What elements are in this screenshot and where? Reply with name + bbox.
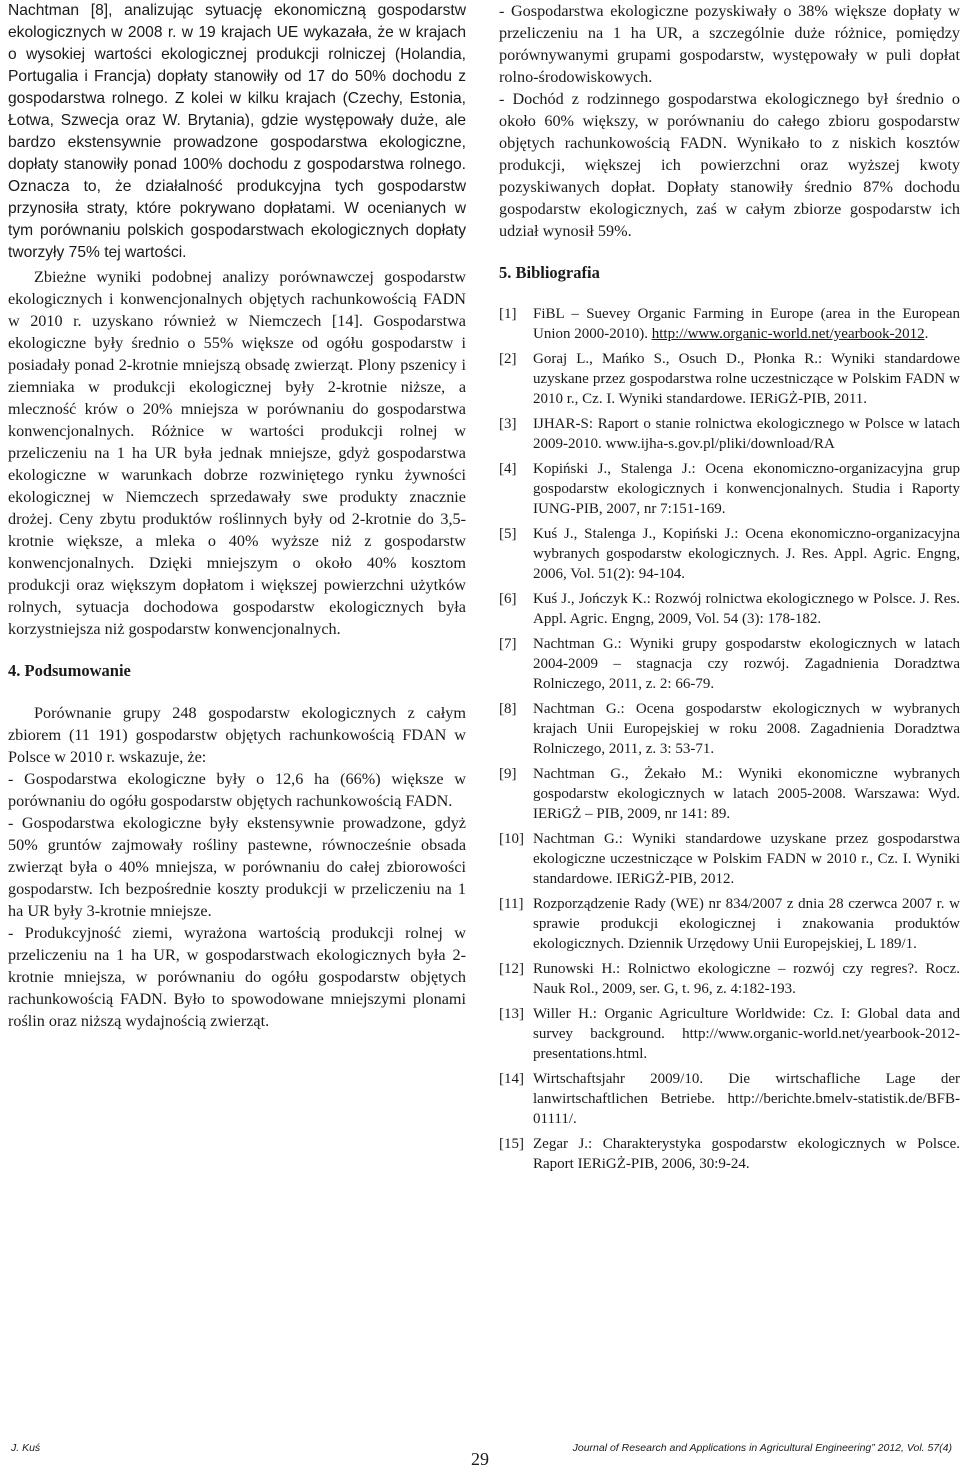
section-heading-summary: 4. Podsumowanie <box>8 661 131 680</box>
reference-number: [3] <box>499 416 517 432</box>
reference-number: [14] <box>499 1071 524 1087</box>
reference-text <box>533 829 960 889</box>
reference-body: Nachtman G.: Wyniki standardowe uzyskane przez gospodarstwa ekologiczne uczestniczące w Polskim FADN w 2010 r., Cz. I. Wyniki standardowe. IERiGŻ-PIB, 2012. <box>533 831 960 887</box>
reference-body: Rozporządzenie Rady (WE) nr 834/2007 z dnia 28 czerwca 2007 r. w sprawie produkcji ekologicznej i znakowania produktów ekologicznych. Dziennik Urzędowy Unii Europejskiej, L 189/1. <box>533 896 960 952</box>
reference-text <box>533 1069 960 1129</box>
reference-number: [7] <box>499 636 517 652</box>
reference-list <box>499 304 960 1174</box>
reference-body: FiBL – Suevey Organic Farming in Europe (area in the European Union 2000-2010). <box>533 306 960 342</box>
reference-text <box>533 894 960 954</box>
footer-journal: Journal of Research and Applications in Agricultural Engineering” 2012, Vol. 57(4) <box>572 1442 952 1454</box>
reference-number: [2] <box>499 351 517 367</box>
reference-item <box>499 764 960 824</box>
reference-text <box>533 459 960 519</box>
reference-number: [1] <box>499 306 517 322</box>
reference-number: [4] <box>499 461 517 477</box>
paragraph-nachtman-summary: Nachtman [8], analizując sytuację ekonomiczną gospodarstw ekologicznych w 2008 r. w 19 krajach UE wykazała, że w krajach o wysokiej wartości ekologicznej produkcji rolniczej (Holandia, Portugalia i Francja) dopłaty stanowiły od 17 do 50% dochodu z gospodarstwa rolnego. Z kolei w kilku krajach (Czechy, Estonia, Łotwa, Szwecja oraz W. Brytania), gdzie występowały duże, ale bardzo ekstensywnie prowadzone gospodarstwa ekologiczne, dopłaty stanowiły ponad 100% dochodu z gospodarstwa rolnego. Oznacza to, że działalność produkcyjna tych gospodarstw przynosiła straty, które pokrywano dopłatami. W ocenianych w tym porównaniu polskich gospodarstwach ekologicznych dopłaty tworzyły 75% tej wartości. <box>8 2 466 261</box>
reference-body: Kuś J., Stalenga J., Kopiński J.: Ocena ekonomiczno-organizacyjna wybranych gospodarstw ekologicznych. J. Res. Appl. Agric. Engng, 2006, Vol. 51(2): 94-104. <box>533 526 960 582</box>
reference-number: [5] <box>499 526 517 542</box>
reference-body: Goraj L., Mańko S., Osuch D., Płonka R.: Wyniki standardowe uzyskane przez gospodarstwa rolne uczestniczące w Polskim FADN w 2010 r., Cz. I. Wyniki standardowe. IERiGŻ-PIB, 2011. <box>533 351 960 407</box>
reference-body: IJHAR-S: Raport o stanie rolnictwa ekologicznego w Polsce w latach 2009-2010. www.ijha-s.gov.pl/pliki/download/RA <box>533 416 960 452</box>
reference-text <box>533 304 960 344</box>
reference-body: Wirtschaftsjahr 2009/10. Die wirtschafliche Lage der lanwirtschaftlichen Betriebe. http://berichte.bmelv-statistik.de/BFB-01111/. <box>533 1071 960 1127</box>
reference-link[interactable]: http://www.organic-world.net/yearbook-2012 <box>651 326 925 342</box>
reference-item <box>499 589 960 629</box>
reference-number: [13] <box>499 1006 524 1022</box>
reference-body: Nachtman G.: Ocena gospodarstw ekologicznych w wybranych krajach Unii Europejskiej w roku 2008. Zagadnienia Doradztwa Rolniczego, 2011, z. 3: 53-71. <box>533 701 960 757</box>
reference-text <box>533 414 960 454</box>
reference-text <box>533 589 960 629</box>
reference-number: [8] <box>499 701 517 717</box>
reference-body: Nachtman G., Żekało M.: Wyniki ekonomiczne wybranych gospodarstw ekologicznych w latach 2005-2008. Warszawa: Wyd. IERiGŻ – PIB, 2009, nr 141: 89. <box>533 766 960 822</box>
summary-bullet-size: - Gospodarstwa ekologiczne były o 12,6 ha (66%) większe w porównaniu do ogółu gospodarstw objętych rachunkowością FADN. <box>8 770 466 810</box>
reference-body: Runowski H.: Rolnictwo ekologiczne – rozwój czy regres?. Rocz. Nauk Rol., 2009, ser. G, t. 96, z. 4:182-193. <box>533 961 960 997</box>
reference-item <box>499 524 960 584</box>
reference-item <box>499 634 960 694</box>
reference-text <box>533 764 960 824</box>
reference-text <box>533 1004 960 1064</box>
summary-bullet-income: - Dochód z rodzinnego gospodarstwa ekologicznego był średnio o około 60% większy, w porównaniu do całego zbioru gospodarstw objętych rachunkowością FADN. Wynikało to z niskich kosztów produkcji, większej ich powierzchni oraz wyższej kwoty pozyskiwanych dopłat. Dopłaty stanowiły średnio 87% dochodu gospodarstw ekologicznych, zaś w całym zbiorze gospodarstw ich udział wynosił 59%. <box>499 90 960 240</box>
right-column <box>499 0 960 1179</box>
reference-number: [11] <box>499 896 524 912</box>
reference-text <box>533 959 960 999</box>
reference-item <box>499 1134 960 1174</box>
reference-item <box>499 1069 960 1129</box>
reference-item <box>499 959 960 999</box>
section-heading-bibliography: 5. Bibliografia <box>499 263 600 282</box>
reference-item <box>499 349 960 409</box>
reference-text <box>533 699 960 759</box>
reference-item <box>499 459 960 519</box>
reference-item <box>499 829 960 889</box>
reference-body: Willer H.: Organic Agriculture Worldwide: Cz. I: Global data and survey background. http://www.organic-world.net/yearbook-2012-presentations.html. <box>533 1006 960 1062</box>
reference-item <box>499 699 960 759</box>
reference-item <box>499 1004 960 1064</box>
reference-number: [12] <box>499 961 524 977</box>
summary-bullet-subsidies: - Gospodarstwa ekologiczne pozyskiwały o 38% większe dopłaty w przeliczeniu na 1 ha UR, a szczególnie duże różnice, pomiędzy porównywanymi grupami gospodarstw, występowały w puli dopłat rolno-środowiskowych. <box>499 2 960 86</box>
reference-text <box>533 634 960 694</box>
reference-number: [15] <box>499 1136 524 1152</box>
reference-body: Kopiński J., Stalenga J.: Ocena ekonomiczno-organizacyjna grup gospodarstw ekologicznych i konwencjonalnych. Studia i Raporty IUNG-PIB, 2007, nr 7:151-169. <box>533 461 960 517</box>
reference-body: Nachtman G.: Wyniki grupy gospodarstw ekologicznych w latach 2004-2009 – stagnacja czy rozwój. Zagadnienia Doradztwa Rolniczego, 2011, z. 2: 66-79. <box>533 636 960 692</box>
page-number: 29 <box>471 1449 489 1469</box>
paragraph-germany-comparison: Zbieżne wyniki podobnej analizy porównawczej gospodarstw ekologicznych i konwencjonalnych objętych rachunkowością FADN w 2010 r. uzyskano również w Niemczech [14]. Gospodarstwa ekologiczne były średnio o 55% większe od ogółu gospodarstw i posiadały ponad 2-krotnie mniejszą obsadę zwierząt. Plony pszenicy i ziemniaka w produkcji ekologicznej były 2-krotnie niższe, a mleczność krów o 20% mniejsza w porównaniu do gospodarstwa konwencjonalnych. Różnice w wartości produkcji rolnej w przeliczeniu na 1 ha UR była jednak mniejsze, gdyż gospodarstwa ekologiczne w warunkach dobrze rozwiniętego rynku żywności ekologicznej w Niemczech sprzedawały swe produkty znacznie drożej. Ceny zbytu produktów roślinnych były od 2-krotnie do 3,5-krotnie większe, a mleka o 40% wyższe niż z gospodarstw konwencjonalnych. Dzięki mniejszym o około 40% kosztom produkcji oraz większym dopłatom i większej powierzchni użytków rolnych, sytuacja dochodowa gospodarstw ekologicznych była korzystniejsza niż gospodarstw konwencjonalnych. <box>8 268 466 638</box>
reference-number: [9] <box>499 766 517 782</box>
reference-item <box>499 304 960 344</box>
reference-item <box>499 414 960 454</box>
reference-body: Zegar J.: Charakterystyka gospodarstw ekologicznych w Polsce. Raport IERiGŻ-PIB, 2006, 30:9-24. <box>533 1136 960 1172</box>
reference-text <box>533 1134 960 1174</box>
left-column <box>8 0 466 1032</box>
footer-author: J. Kuś <box>11 1442 41 1454</box>
summary-bullet-extensive: - Gospodarstwa ekologiczne były ekstensywnie prowadzone, gdyż 50% gruntów zajmowały rośliny pastewne, równocześnie obsada zwierząt była o 40% mniejsza, w porównaniu do całej zbiorowości gospodarstw. Ich bezpośrednie koszty produkcji w przeliczeniu na 1 ha UR były 3-krotnie mniejsze. <box>8 814 466 920</box>
reference-number: [6] <box>499 591 517 607</box>
reference-item <box>499 894 960 954</box>
paragraph-summary-intro: Porównanie grupy 248 gospodarstw ekologicznych z całym zbiorem (11 191) gospodarstw objętych rachunkowością FDAN w Polsce w 2010 r. wskazuje, że: <box>8 704 466 766</box>
reference-link-suffix: . <box>924 326 929 342</box>
reference-text <box>533 524 960 584</box>
reference-text <box>533 349 960 409</box>
reference-body: Kuś J., Jończyk K.: Rozwój rolnictwa ekologicznego w Polsce. J. Res. Appl. Agric. Engng, 2009, Vol. 54 (3): 178-182. <box>533 591 960 627</box>
summary-bullet-productivity: - Produkcyjność ziemi, wyrażona wartością produkcji rolnej w przeliczeniu na 1 ha UR, w gospodarstwach ekologicznych była 2-krotnie mniejsza, w porównaniu do ogółu gospodarstw objętych rachunkowością FADN. Było to spowodowane mniejszymi plonami roślin oraz niższą wydajnością zwierząt. <box>8 924 466 1030</box>
reference-number: [10] <box>499 831 524 847</box>
